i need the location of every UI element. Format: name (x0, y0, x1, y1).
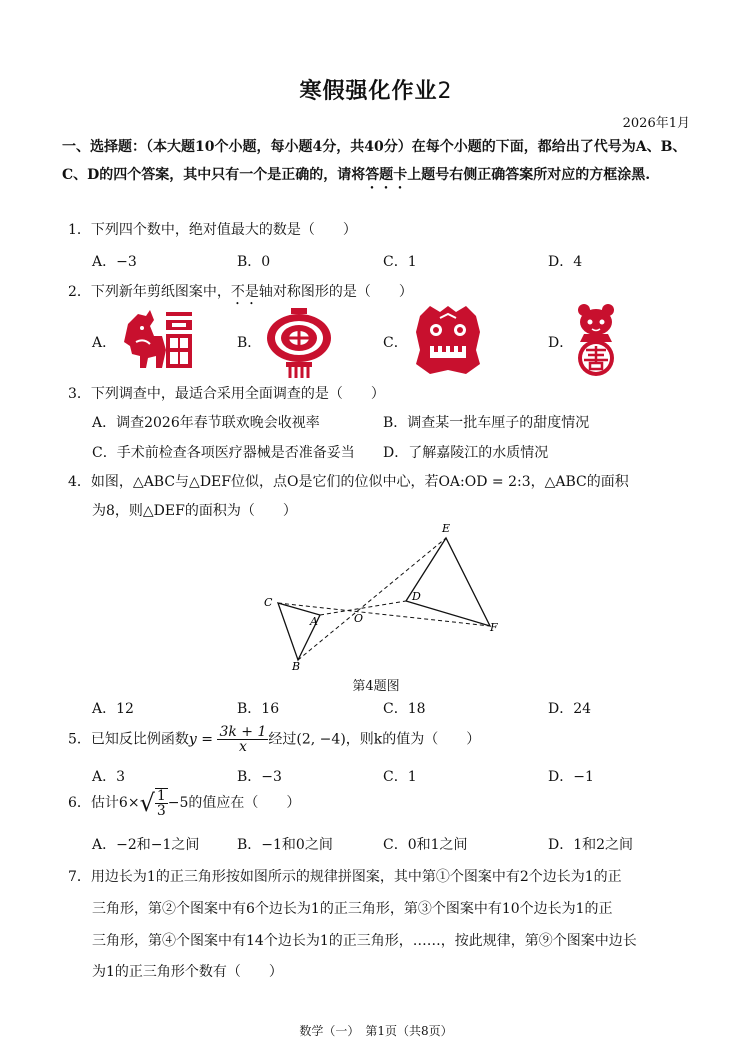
q6-fraction-denominator: 3 (156, 803, 166, 819)
q4-number: 4． (68, 474, 91, 490)
q1-text: 下列四个数中，绝对值最大的数是（ ） (90, 222, 357, 238)
date: 2026年1月 (622, 116, 690, 131)
q7-number: 7． (68, 869, 91, 885)
q4-homothety-diagram (258, 518, 508, 670)
q2-option-d: D． (548, 335, 574, 351)
q5-fraction-denominator: x (238, 739, 247, 755)
q2-text-emphasis: 不是 (230, 284, 259, 300)
q2-text-b: 轴对称图形的是（ ） (258, 284, 413, 300)
q7-line-3: 三角形，第④个图案中有14个边长为1的正三角形，……，按此规律，第⑨个图案中边长 (92, 933, 637, 949)
question-3 (68, 383, 385, 403)
question-2 (68, 281, 413, 308)
q3-text: 下列调查中，最适合采用全面调查的是（ ） (90, 386, 385, 402)
q6-expr-b: −5 (167, 795, 189, 811)
q1-number: 1． (68, 222, 91, 238)
lantern-papercut-image (264, 308, 334, 378)
label-e: E (442, 522, 451, 535)
q4-caption: 第4题图 (352, 679, 400, 694)
child-chun-papercut-image (570, 302, 622, 378)
q4-vertex-labels (264, 522, 498, 670)
q4-option-b: B．16 (237, 701, 280, 717)
q6-text-b: 的值应在（ ） (188, 795, 301, 811)
q6-fraction (155, 788, 168, 818)
triangle-def (406, 538, 490, 626)
section-label: 一、 (62, 139, 90, 155)
q1-option-b: B．0 (237, 254, 271, 270)
q6-fraction-numerator: 1 (156, 788, 166, 804)
section-text-a: 选择题：（本大题10个小题，每小题4分，共40分）在每个小题的下面，都给出了代号为A、B、C、D的四个答案，其中只有一个是正确的，请将 (62, 139, 687, 183)
page-title (0, 74, 752, 105)
q7-line-2: 三角形，第②个图案中有6个边长为1的正三角形，第③个图案中有10个边长为1的正 (92, 901, 613, 917)
q5-option-a: A．3 (92, 769, 126, 785)
label-f: F (490, 621, 498, 634)
q2-option-b: B． (237, 335, 262, 351)
title-text: 寒假强化作业 (299, 78, 438, 104)
q1-option-c: C．1 (383, 254, 417, 270)
q6-number: 6． (68, 795, 91, 811)
q6-option-a: A．−2和−1之间 (92, 837, 200, 853)
q5-text-a: 已知反比例函数 (90, 731, 189, 748)
triangle-abc (278, 603, 320, 660)
q2-text-a: 下列新年剪纸图案中， (90, 284, 231, 300)
question-6 (68, 788, 300, 818)
section-text-b: 上题号右侧正确答案所对应的方框涂黑. (407, 167, 651, 183)
lion-head-papercut-image (414, 304, 482, 376)
q2-option-c: C． (383, 335, 408, 351)
q5-text-b: 经过(2, −4)，则k的值为（ ） (268, 731, 481, 748)
q4-line-2: 为8，则△DEF的面积为（ ） (92, 503, 297, 519)
q1-option-d: D．4 (548, 254, 583, 270)
q6-sqrt-sign: √ (139, 789, 155, 817)
q2-number: 2． (68, 284, 91, 300)
q3-option-d: D．了解嘉陵江的水质情况 (383, 445, 549, 461)
q4-option-c: C．18 (383, 701, 426, 717)
section-instructions (62, 133, 702, 192)
q3-option-c: C．手术前检查各项医疗器械是否准备妥当 (92, 445, 355, 461)
label-b: B (292, 660, 301, 670)
q6-option-b: B．−1和0之间 (237, 837, 333, 853)
q5-option-c: C．1 (383, 769, 417, 785)
q5-fraction (217, 725, 268, 754)
q5-option-d: D．−1 (548, 769, 594, 785)
section-text-emphasis: 答题卡 (365, 167, 408, 183)
label-o: O (354, 612, 364, 625)
question-4 (68, 471, 629, 491)
question-5 (68, 725, 480, 754)
q5-y: y = (188, 731, 214, 748)
q3-number: 3． (68, 386, 91, 402)
label-d: D (412, 590, 421, 603)
q1-option-a: A．−3 (92, 254, 137, 270)
q5-option-b: B．−3 (237, 769, 282, 785)
horse-fu-papercut-image (120, 306, 196, 376)
q2-option-a: A． (92, 335, 117, 351)
q5-fraction-numerator: 3k + 1 (219, 724, 267, 740)
q3-option-b: B．调查某一批车厘子的甜度情况 (383, 415, 590, 431)
q6-option-d: D．1和2之间 (548, 837, 634, 853)
q5-number: 5． (68, 731, 91, 748)
label-a: A (310, 615, 318, 628)
q3-option-a: A．调查2026年春节联欢晚会收视率 (92, 415, 320, 431)
q4-option-d: D．24 (548, 701, 592, 717)
q4-option-a: A．12 (92, 701, 134, 717)
question-1 (68, 219, 357, 239)
q7-line-1: 用边长为1的正三角形按如图所示的规律拼图案，其中第①个图案中有2个边长为1的正 (90, 869, 622, 885)
title-number: 2 (437, 79, 453, 104)
question-7 (68, 866, 622, 886)
q4-line-1: 如图，△ABC与△DEF位似，点O是它们的位似中心，若OA:OD = 2:3，△ABC的面积 (90, 474, 629, 490)
q6-text-a: 估计 (90, 795, 119, 811)
q7-line-4: 为1的正三角形个数有（ ） (92, 964, 283, 980)
page-footer: 数学（一） 第1页（共8页） (299, 1024, 453, 1038)
label-c: C (264, 596, 273, 609)
q6-option-c: C．0和1之间 (383, 837, 468, 853)
q6-expr-a: 6× (118, 795, 140, 811)
